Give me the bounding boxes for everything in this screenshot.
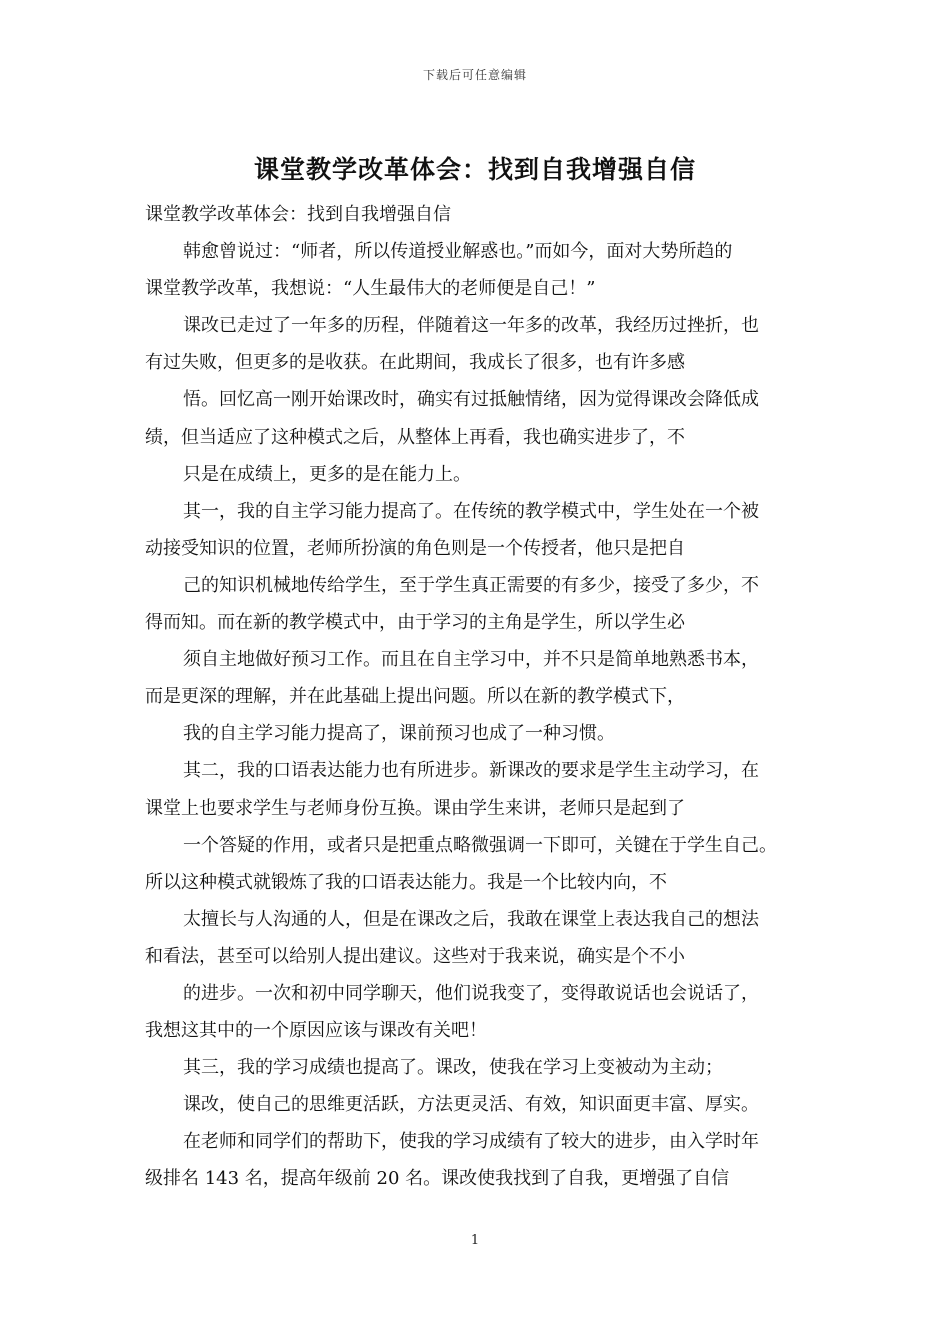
- text-line: 而是更深的理解，并在此基础上提出问题。所以在新的教学模式下，: [145, 686, 685, 708]
- body-text: [145, 196, 815, 1198]
- page-number: 1: [470, 1233, 480, 1248]
- text-line: 己的知识机械地传给学生，至于学生真正需要的有多少，接受了多少，不: [183, 574, 759, 596]
- text-line: 级排名 143 名，提高年级前 20 名。课改使我找到了自我，更增强了自信: [145, 1168, 730, 1190]
- text-line: 一个答疑的作用，或者只是把重点略微强调一下即可，关键在于学生自己。: [183, 834, 777, 856]
- text-line: 课堂教学改革体会：找到自我增强自信: [145, 204, 451, 225]
- document-title: 课堂教学改革体会：找到自我增强自信: [253, 155, 696, 184]
- text-line: 课堂上也要求学生与老师身份互换。课由学生来讲，老师只是起到了: [145, 797, 685, 819]
- text-line: 悟。回忆高一刚开始课改时，确实有过抵触情绪，因为觉得课改会降低成: [183, 389, 759, 411]
- text-line: 所以这种模式就锻炼了我的口语表达能力。我是一个比较内向，不: [145, 871, 667, 893]
- text-line: 太擅长与人沟通的人，但是在课改之后，我敢在课堂上表达我自己的想法: [183, 908, 759, 930]
- text-line: 绩，但当适应了这种模式之后，从整体上再看，我也确实进步了，不: [145, 426, 685, 448]
- text-line: 课改已走过了一年多的历程，伴随着这一年多的改革，我经历过挫折，也: [183, 315, 759, 337]
- text-line: 课堂教学改革，我想说：“人生最伟大的老师便是自己！”: [145, 278, 596, 300]
- text-line: 其一，我的自主学习能力提高了。在传统的教学模式中，学生处在一个被: [183, 500, 759, 522]
- text-line: 有过失败，但更多的是收获。在此期间，我成长了很多，也有许多感: [145, 352, 685, 374]
- text-line: 的进步。一次和初中同学聊天，他们说我变了，变得敢说话也会说话了，: [183, 982, 759, 1004]
- text-line: 我想这其中的一个原因应该与课改有关吧！: [145, 1020, 487, 1042]
- text-line: 须自主地做好预习工作。而且在自主学习中，并不只是简单地熟悉书本，: [183, 649, 759, 671]
- text-line: 在老师和同学们的帮助下，使我的学习成绩有了较大的进步，由入学时年: [183, 1131, 759, 1153]
- text-line: 得而知。而在新的教学模式中，由于学习的主角是学生，所以学生必: [145, 612, 685, 634]
- text-line: 和看法，甚至可以给别人提出建议。这些对于我来说，确实是个不小: [145, 945, 685, 967]
- text-line: 其二，我的口语表达能力也有所进步。新课改的要求是学生主动学习，在: [183, 760, 759, 782]
- text-line: 课改，使自己的思维更活跃，方法更灵活、有效，知识面更丰富、厚实。: [183, 1094, 759, 1116]
- text-line: 动接受知识的位置，老师所扮演的角色则是一个传授者，他只是把自: [145, 537, 685, 559]
- text-line: 其三，我的学习成绩也提高了。课改，使我在学习上变被动为主动；: [183, 1057, 723, 1079]
- text-line: 我的自主学习能力提高了，课前预习也成了一种习惯。: [183, 723, 615, 745]
- text-line: 韩愈曾说过：“师者，所以传道授业解惑也。”而如今，面对大势所趋的: [183, 241, 733, 263]
- header-note: 下载后可任意编辑: [422, 68, 527, 82]
- text-line: 只是在成绩上，更多的是在能力上。: [183, 463, 471, 485]
